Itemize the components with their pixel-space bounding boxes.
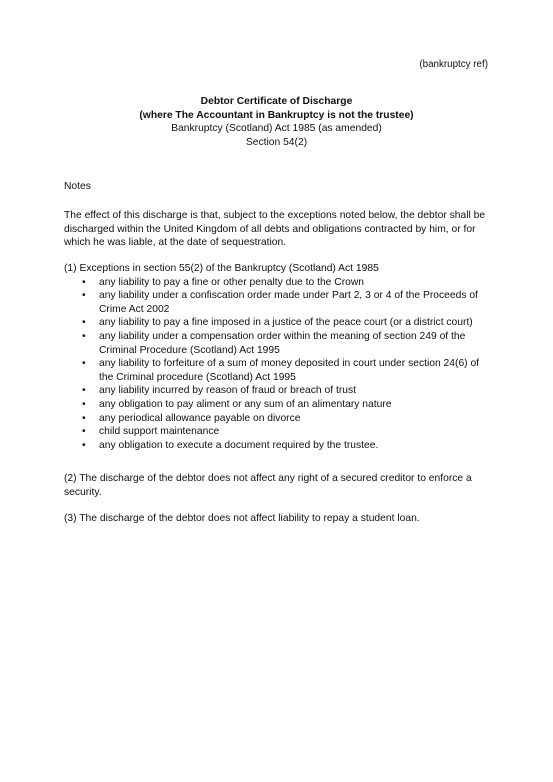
act-reference: Bankruptcy (Scotland) Act 1985 (as amended) xyxy=(171,123,382,135)
list-item xyxy=(64,357,489,384)
list-item-text: any liability to pay a fine imposed in a justice of the peace court (or a district court) xyxy=(99,317,473,329)
notes-label: Notes xyxy=(64,181,91,192)
list-item xyxy=(64,398,489,412)
list-item-text: any liability under a confiscation order made under Part 2, 3 or 4 of the Proceeds of Crime Act 2002 xyxy=(99,290,478,315)
effect-paragraph: The effect of this discharge is that, subject to the exceptions noted below, the debtor shall be discharged within the United Kingdom of all debts and obligations contracted by him, or for which he was liable, at the date of sequestration. xyxy=(64,210,486,249)
list-item-text: any liability to pay a fine or other penalty due to the Crown xyxy=(99,276,365,288)
bankruptcy-ref: (bankruptcy ref) xyxy=(419,59,488,70)
bullet-icon: • xyxy=(82,426,86,438)
bullet-icon: • xyxy=(82,358,86,370)
list-item xyxy=(64,384,489,398)
list-item xyxy=(64,289,489,316)
bullet-icon: • xyxy=(82,317,86,329)
list-item xyxy=(64,425,489,439)
bullet-icon: • xyxy=(82,290,86,302)
list-item-text: any liability under a compensation order within the meaning of section 249 of the Criminal Procedure (Scotland) Act 1995 xyxy=(99,330,466,356)
section-reference: Section 54(2) xyxy=(245,136,308,148)
exceptions-list xyxy=(64,276,489,453)
list-item-text: any liability to forfeiture of a sum of money deposited in court under section 24(6) of the Criminal procedure (Scotland) Act 1995 xyxy=(99,358,480,383)
document-title: Debtor Certificate of Discharge xyxy=(200,96,353,107)
list-item xyxy=(64,276,489,290)
bullet-icon: • xyxy=(82,330,86,342)
list-item xyxy=(64,439,489,453)
bullet-icon: • xyxy=(82,385,86,397)
secured-creditor-paragraph: (2) The discharge of the debtor does not affect any right of a secured creditor to enforce a security. xyxy=(64,473,472,498)
list-item-text: any periodical allowance payable on divorce xyxy=(99,412,301,424)
list-item xyxy=(64,316,489,330)
exceptions-section xyxy=(64,262,489,452)
list-item-text: any liability incurred by reason of fraud or breach of trust xyxy=(99,385,356,397)
exceptions-intro: (1) Exceptions in section 55(2) of the Bankruptcy (Scotland) Act 1985 xyxy=(64,263,379,274)
list-item-text: any obligation to execute a document required by the trustee. xyxy=(99,439,379,451)
document-subtitle: (where The Accountant in Bankruptcy is not the trustee) xyxy=(139,109,414,121)
bullet-icon: • xyxy=(82,276,86,288)
bullet-icon: • xyxy=(82,439,86,451)
list-item-text: any obligation to pay aliment or any sum of an alimentary nature xyxy=(99,398,392,410)
bullet-icon: • xyxy=(82,398,86,410)
list-item xyxy=(64,330,489,357)
bullet-icon: • xyxy=(82,412,86,424)
list-item-text: child support maintenance xyxy=(99,426,220,438)
student-loan-paragraph: (3) The discharge of the debtor does not affect liability to repay a student loan. xyxy=(64,513,420,524)
document-heading xyxy=(64,95,489,149)
list-item xyxy=(64,412,489,426)
